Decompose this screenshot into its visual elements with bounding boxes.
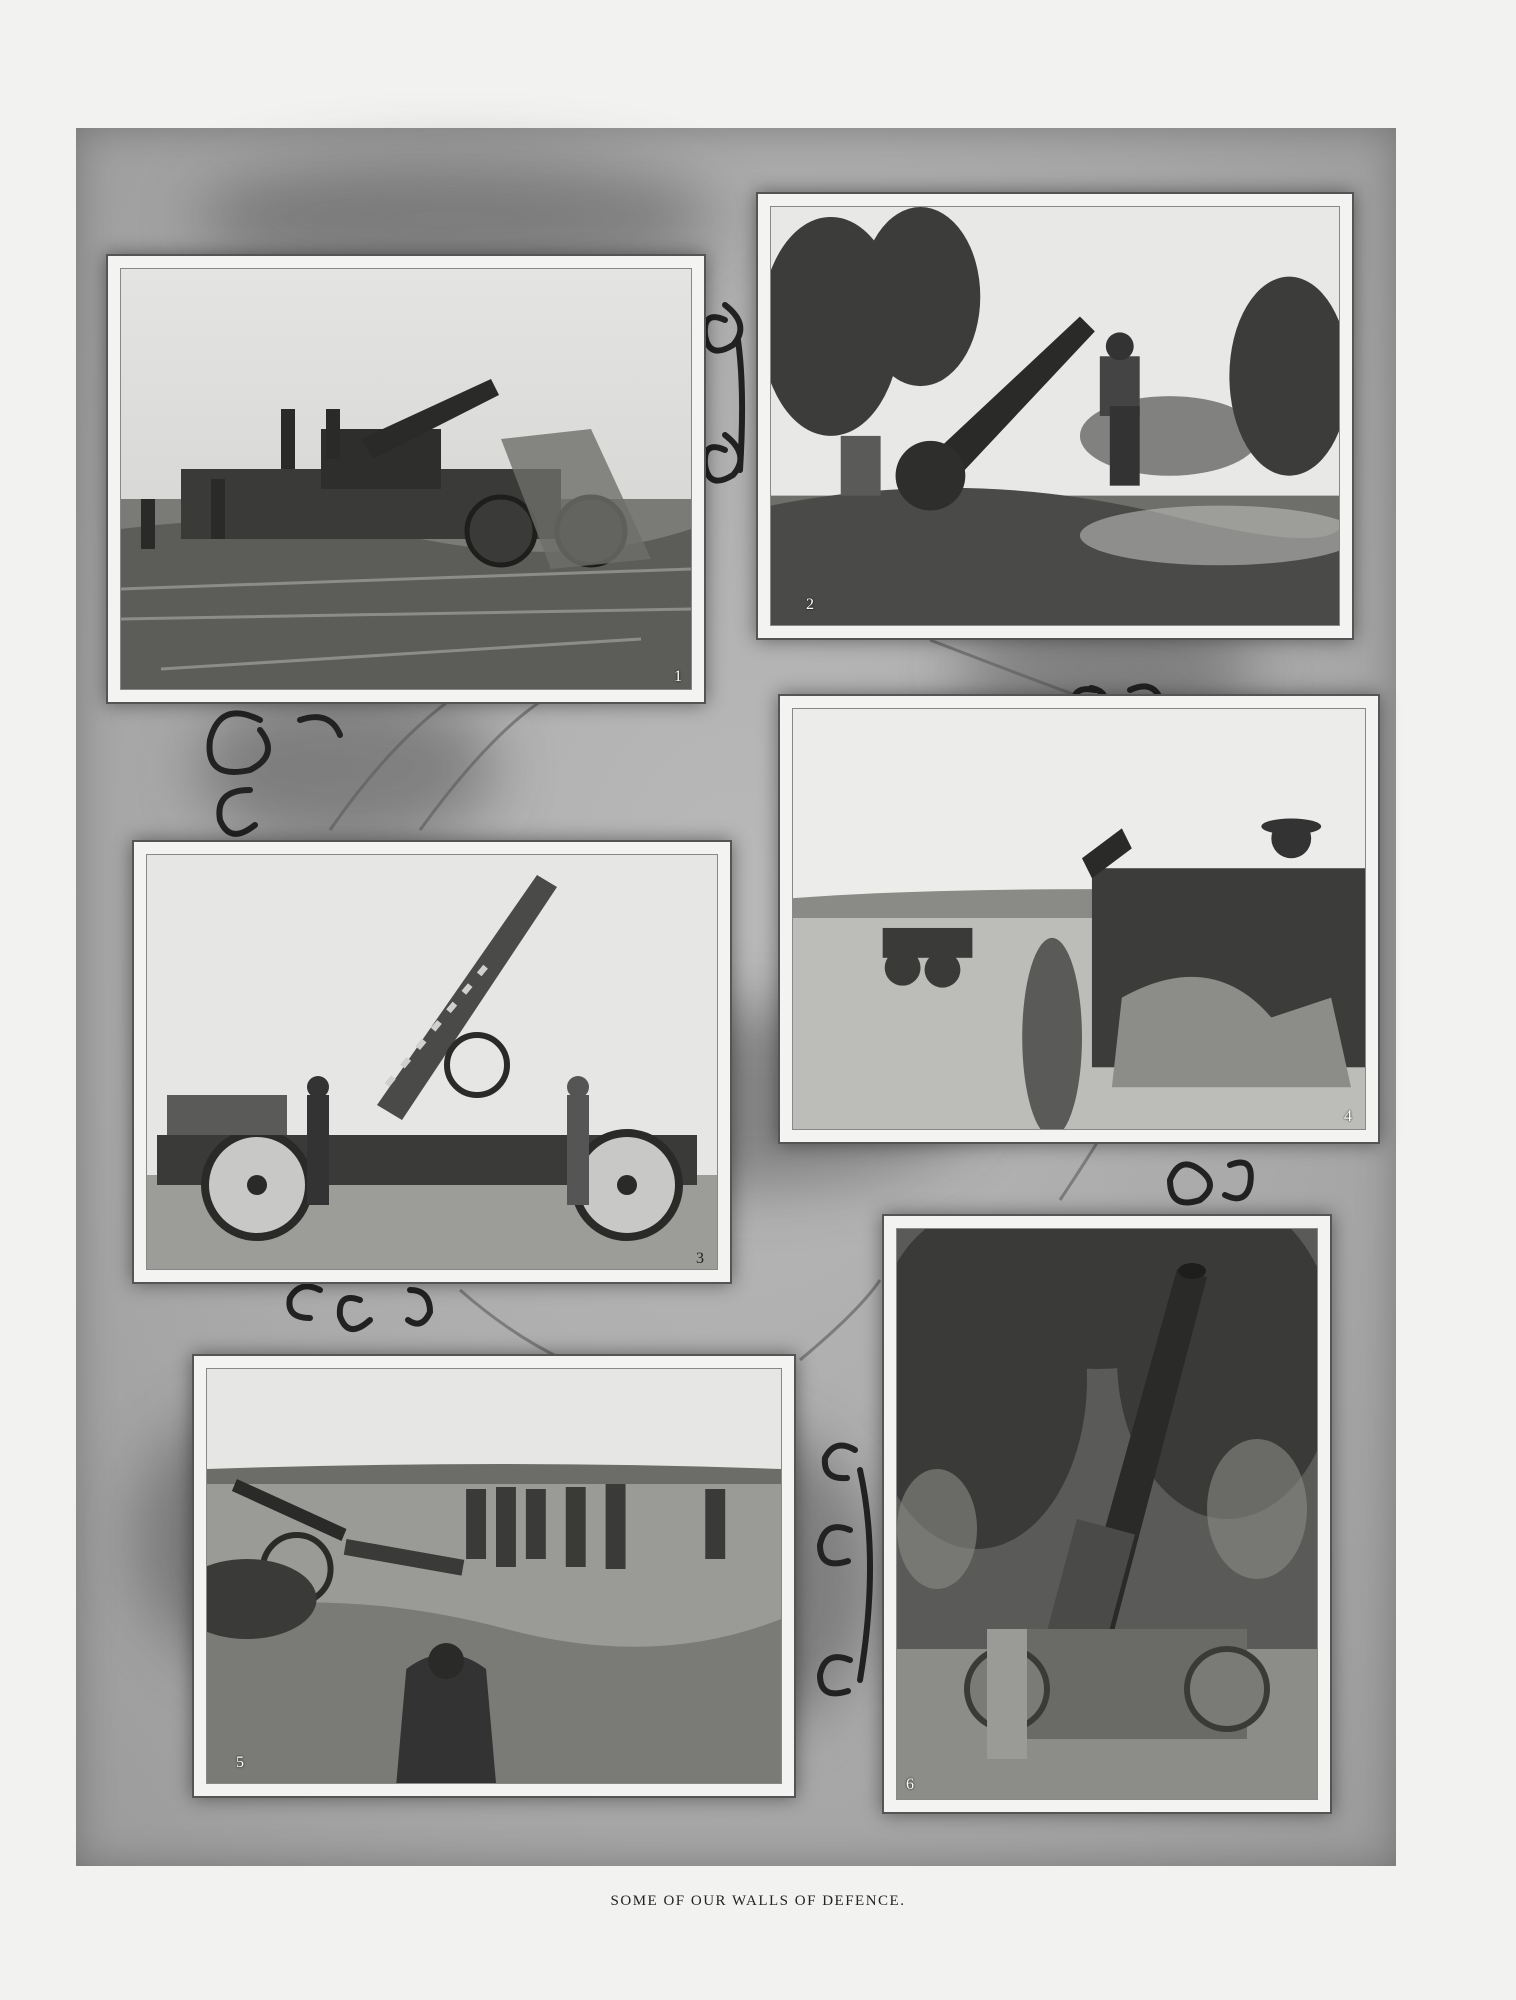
photo-3-number: 3 [696,1250,704,1267]
photo-3-image [146,854,718,1270]
photo-1-number: 1 [674,668,682,685]
photo-5-number: 5 [236,1754,244,1771]
photo-1-railway-gun [106,254,706,704]
photo-3-anti-aircraft-gun [132,840,732,1284]
photo-6-heavy-howitzer [882,1214,1332,1814]
photo-5-field-gun-battery [192,1354,796,1798]
photo-2-howitzer-firing [756,192,1354,640]
photo-2-image [770,206,1340,626]
photo-4-number: 4 [1344,1108,1352,1125]
page-caption: SOME OF OUR WALLS OF DEFENCE. [610,1893,906,1909]
photo-5-image [206,1368,782,1784]
photo-4-image [792,708,1366,1130]
photo-2-number: 2 [806,596,814,613]
photo-6-number: 6 [906,1776,914,1793]
photo-6-image [896,1228,1318,1800]
photo-1-image [120,268,692,690]
photo-4-field-gun-crew [778,694,1380,1144]
